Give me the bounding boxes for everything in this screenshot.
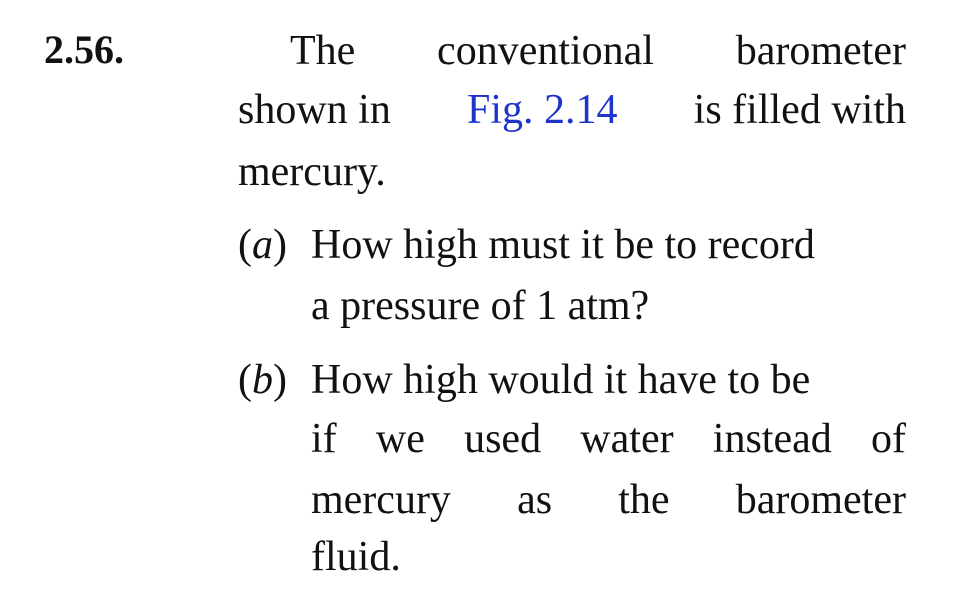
intro-text: is filled with bbox=[693, 87, 906, 133]
part-b-line-2 bbox=[311, 418, 906, 460]
figure-reference-link[interactable]: Fig. 2.14 bbox=[467, 87, 618, 133]
part-b-letter: b bbox=[252, 357, 273, 403]
intro-line-3: mercury. bbox=[238, 149, 386, 195]
part-b-word: barometer bbox=[735, 477, 906, 523]
part-b-word: water bbox=[580, 416, 674, 462]
part-b-word: mercury bbox=[311, 477, 451, 523]
part-b-word: the bbox=[618, 477, 670, 523]
part-a-line-2: a pressure of 1 atm? bbox=[311, 283, 650, 329]
part-b-word: if bbox=[311, 416, 337, 462]
part-b-line-1: How high would it have to be bbox=[311, 357, 811, 403]
part-a-letter: a bbox=[252, 222, 273, 268]
part-b-line-3 bbox=[311, 479, 906, 521]
part-b-word: instead bbox=[712, 416, 832, 462]
part-a-line-1: How high must it be to record bbox=[311, 222, 815, 268]
part-b-word: used bbox=[464, 416, 542, 462]
part-b-word: we bbox=[375, 416, 425, 462]
part-a-label: (a) bbox=[238, 222, 287, 268]
part-b-word: of bbox=[870, 416, 906, 462]
intro-line-2 bbox=[238, 89, 906, 131]
part-b-label: (b) bbox=[238, 357, 287, 403]
intro-text: shown in bbox=[238, 87, 391, 133]
intro-word: conventional bbox=[437, 28, 654, 74]
problem-number: 2.56. bbox=[44, 27, 124, 72]
part-b-line-4: fluid. bbox=[311, 534, 401, 580]
intro-word: The bbox=[290, 28, 356, 74]
intro-line-1 bbox=[290, 30, 906, 72]
part-b-word: as bbox=[517, 477, 553, 523]
intro-word: barometer bbox=[735, 28, 906, 74]
